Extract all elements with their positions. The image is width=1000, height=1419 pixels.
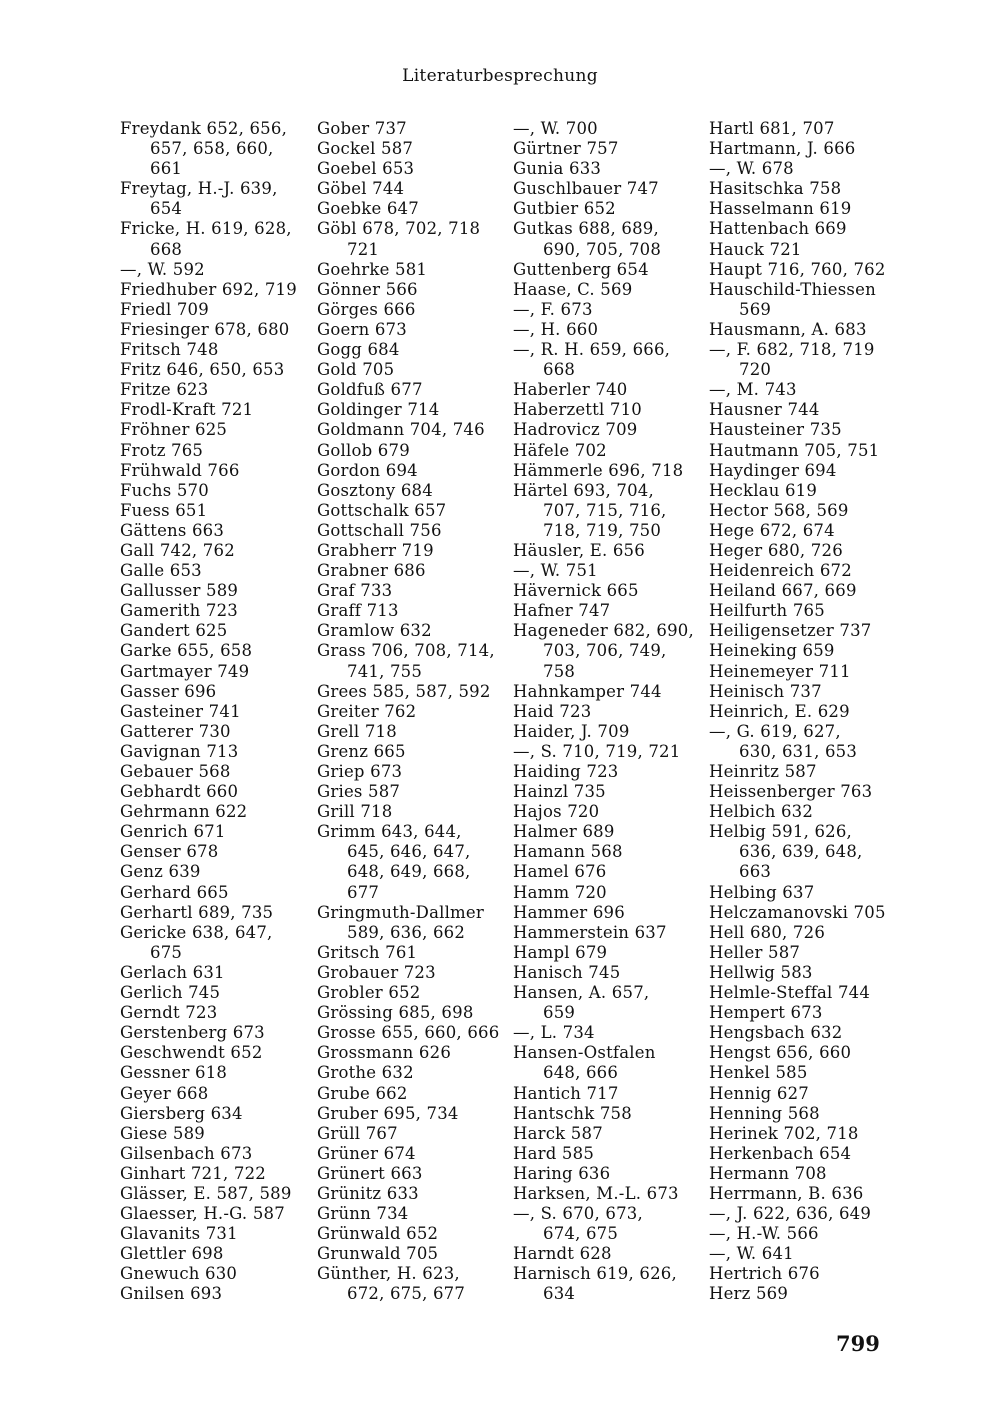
index-entry: Gall 742, 762 [120, 540, 235, 560]
index-entry: Grobler 652 [317, 983, 421, 1003]
index-entry: Glässer, E. 587, 589 [120, 1183, 292, 1203]
index-entry: Gutkas 688, 689, [513, 219, 659, 239]
index-entry: Harck 587 [513, 1123, 603, 1143]
index-entry-continuation: 741, 755 [347, 661, 423, 681]
index-entry: Gamerith 723 [120, 601, 238, 621]
index-entry: Göbl 678, 702, 718 [317, 219, 481, 239]
index-entry: Fritze 623 [120, 380, 209, 400]
index-entry: Gatterer 730 [120, 721, 231, 741]
index-entry: Grünwald 652 [317, 1224, 439, 1244]
index-entry: Hertrich 676 [709, 1264, 820, 1284]
index-entry: Glettler 698 [120, 1244, 224, 1264]
index-entry: Friedhuber 692, 719 [120, 279, 297, 299]
index-entry: Helbig 591, 626, [709, 822, 852, 842]
index-entry: Goern 673 [317, 319, 407, 339]
index-entry: Heineking 659 [709, 641, 835, 661]
index-entry: Grossmann 626 [317, 1043, 452, 1063]
index-entry: Giersberg 634 [120, 1103, 243, 1123]
index-entry: Hafner 747 [513, 601, 611, 621]
index-entry: Henkel 585 [709, 1063, 808, 1083]
index-entry-continuation: 589, 636, 662 [347, 922, 466, 942]
index-entry: Grüll 767 [317, 1123, 398, 1143]
index-entry: Härtel 693, 704, [513, 480, 654, 500]
index-entry: Hermann 708 [709, 1163, 827, 1183]
index-entry: Heinemeyer 711 [709, 661, 851, 681]
index-entry-continuation: 674, 675 [543, 1224, 619, 1244]
index-entry: Helbich 632 [709, 802, 814, 822]
index-entry: Heinritz 587 [709, 762, 817, 781]
index-entry: Gringmuth-Dallmer [317, 902, 484, 922]
index-entry-continuation: 758 [543, 661, 576, 681]
index-entry: Hahnkamper 744 [513, 681, 662, 701]
index-entry: Ginhart 721, 722 [120, 1163, 266, 1183]
index-entry: Grobauer 723 [317, 962, 436, 982]
index-entry: Gottschall 756 [317, 520, 442, 540]
index-entry: —, W. 700 [513, 119, 598, 138]
index-entry: Hantich 717 [513, 1083, 619, 1103]
index-entry: Heinrich, E. 629 [709, 701, 850, 721]
index-entry: Garke 655, 658 [120, 641, 253, 661]
index-entry: Guschlbauer 747 [513, 179, 659, 199]
index-entry: Genser 678 [120, 842, 219, 862]
index-entry: Hadrovicz 709 [513, 420, 638, 440]
index-entry: Hector 568, 569 [709, 500, 849, 520]
index-entry: Haid 723 [513, 701, 592, 721]
index-entry: Halmer 689 [513, 822, 615, 842]
index-entry-continuation: 668 [543, 360, 576, 380]
index-entry: Hempert 673 [709, 1003, 823, 1023]
index-entry: Freydank 652, 656, [120, 119, 288, 138]
index-entry: Grabner 686 [317, 561, 426, 581]
index-entry: Goldfuß 677 [317, 380, 423, 400]
index-entry: Herrmann, B. 636 [709, 1183, 864, 1203]
index-entry: Gandert 625 [120, 621, 228, 641]
index-entry: Hecklau 619 [709, 480, 818, 500]
index-entry: Gordon 694 [317, 460, 418, 480]
index-entry: Gunia 633 [513, 159, 602, 179]
index-entry: Greiter 762 [317, 701, 417, 721]
index-entry-continuation: 707, 715, 716, [543, 500, 667, 520]
index-entry-continuation: 690, 705, 708 [543, 239, 662, 259]
index-entry: Goldinger 714 [317, 400, 440, 420]
index-entry: Gries 587 [317, 782, 401, 802]
index-entry: Gerhartl 689, 735 [120, 902, 274, 922]
index-entry: Heinisch 737 [709, 681, 822, 701]
index-entry: Hävernick 665 [513, 581, 639, 601]
index-entry: Gartmayer 749 [120, 661, 250, 681]
index-entry: Hamm 720 [513, 882, 607, 902]
index-entry: Hautmann 705, 751 [709, 440, 880, 460]
index-entry: —, G. 619, 627, [709, 721, 841, 741]
index-entry: Hellwig 583 [709, 962, 813, 982]
index-entry-continuation: 654 [150, 199, 183, 219]
index-entry: Graff 713 [317, 601, 399, 621]
index-entry: Gavignan 713 [120, 741, 239, 761]
index-entry: Hamann 568 [513, 842, 623, 862]
index-entry: Genz 639 [120, 862, 201, 882]
index-entry: Gasteiner 741 [120, 701, 241, 721]
index-entry: Hantschk 758 [513, 1103, 632, 1123]
index-entry: Gosztony 684 [317, 480, 433, 500]
index-entry: —, F. 673 [513, 299, 593, 319]
index-entry: Gogg 684 [317, 340, 400, 360]
index-entry: Henning 568 [709, 1103, 820, 1123]
index-entry-continuation: 677 [347, 882, 380, 902]
index-entry: Friedl 709 [120, 299, 209, 319]
index-entry-continuation: 675 [150, 942, 183, 962]
index-entry: Gehrmann 622 [120, 802, 248, 822]
index-entry: Heissenberger 763 [709, 782, 873, 802]
index-entry: Hansen, A. 657, [513, 983, 650, 1003]
index-entry-continuation: 721 [347, 239, 380, 259]
index-entry-continuation: 718, 719, 750 [543, 520, 662, 540]
index-entry: Grimm 643, 644, [317, 822, 462, 842]
index-entry: Giese 589 [120, 1123, 205, 1143]
index-entry: —, W. 751 [513, 561, 598, 581]
index-entry: Harksen, M.-L. 673 [513, 1183, 679, 1203]
index-entry: Gottschalk 657 [317, 500, 447, 520]
index-entry: Gerhard 665 [120, 882, 229, 902]
index-entry: Hattenbach 669 [709, 219, 847, 239]
index-entry: Gallusser 589 [120, 581, 239, 601]
index-entry: Grill 718 [317, 802, 393, 822]
index-entry: —, S. 710, 719, 721 [513, 741, 681, 761]
index-entry: Gruber 695, 734 [317, 1103, 459, 1123]
index-entry: Grass 706, 708, 714, [317, 641, 495, 661]
index-entry: Grüner 674 [317, 1143, 416, 1163]
index-entry: Harndt 628 [513, 1244, 612, 1264]
index-entry: Heilfurth 765 [709, 601, 825, 621]
index-entry: Grube 662 [317, 1083, 408, 1103]
index-entry: Haydinger 694 [709, 460, 837, 480]
index-entry: Galle 653 [120, 561, 202, 581]
index-entry: Heger 680, 726 [709, 540, 843, 560]
index-entry: Gober 737 [317, 119, 407, 138]
index-entry: Gutbier 652 [513, 199, 616, 219]
index-entry: Gilsenbach 673 [120, 1143, 253, 1163]
index-entry: Grunwald 705 [317, 1244, 439, 1264]
index-entry: Fritz 646, 650, 653 [120, 360, 285, 380]
index-entry: Fuess 651 [120, 500, 208, 520]
index-entry: Hauck 721 [709, 239, 802, 259]
index-entry: Grünert 663 [317, 1163, 423, 1183]
index-entry: Frotz 765 [120, 440, 204, 460]
index-column-2 [317, 119, 507, 1305]
index-entry-continuation: 630, 631, 653 [739, 741, 858, 761]
index-entry: Gönner 566 [317, 279, 418, 299]
running-header: Literaturbesprechung [402, 66, 598, 86]
index-entry: Glaesser, H.-G. 587 [120, 1204, 285, 1224]
index-entry: Hengst 656, 660 [709, 1043, 852, 1063]
index-entry: —, W. 592 [120, 259, 205, 279]
index-entry-continuation: 569 [739, 299, 772, 319]
index-entry: Harnisch 619, 626, [513, 1264, 677, 1284]
index-entry: —, R. H. 659, 666, [513, 340, 671, 360]
index-entry-continuation: 659 [543, 1003, 576, 1023]
index-entry: Hell 680, 726 [709, 922, 826, 942]
index-entry: Hausmann, A. 683 [709, 319, 867, 339]
index-entry: Hennig 627 [709, 1083, 809, 1103]
index-entry: Gasser 696 [120, 681, 217, 701]
index-entry: Gockel 587 [317, 139, 414, 159]
index-entry: Grössing 685, 698 [317, 1003, 474, 1023]
index-entry: Haupt 716, 760, 762 [709, 259, 886, 279]
index-entry: —, H. 660 [513, 319, 599, 339]
index-entry-continuation: 645, 646, 647, [347, 842, 471, 862]
index-entry: Grünitz 633 [317, 1183, 419, 1203]
index-entry: Heidenreich 672 [709, 561, 852, 581]
index-entry: Gebauer 568 [120, 762, 231, 781]
index-entry-continuation: 648, 666 [543, 1063, 619, 1083]
index-entry: Haring 636 [513, 1163, 611, 1183]
index-entry: Hageneder 682, 690, [513, 621, 694, 641]
index-entry: —, F. 682, 718, 719 [709, 340, 875, 360]
index-entry-continuation: 661 [150, 159, 183, 179]
index-column-3 [513, 119, 703, 1305]
index-entry: Hajos 720 [513, 802, 600, 822]
index-entry: Gramlow 632 [317, 621, 432, 641]
index-entry-continuation: 720 [739, 360, 772, 380]
index-entry: Griep 673 [317, 762, 403, 781]
index-entry: Günther, H. 623, [317, 1264, 460, 1284]
index-entry-continuation: 672, 675, 677 [347, 1284, 466, 1304]
index-entry: Haberler 740 [513, 380, 628, 400]
index-entry: Gnewuch 630 [120, 1264, 238, 1284]
index-entry-continuation: 648, 649, 668, [347, 862, 471, 882]
index-entry: —, J. 622, 636, 649 [709, 1204, 872, 1224]
index-entry: Fritsch 748 [120, 340, 219, 360]
index-entry: Göbel 744 [317, 179, 405, 199]
index-entry: Hege 672, 674 [709, 520, 835, 540]
index-entry: Haiding 723 [513, 762, 619, 781]
index-entry: Guttenberg 654 [513, 259, 649, 279]
index-entry: Fröhner 625 [120, 420, 228, 440]
index-entry-continuation: 703, 706, 749, [543, 641, 667, 661]
index-entry: Gürtner 757 [513, 139, 619, 159]
index-entry: Hausner 744 [709, 400, 820, 420]
index-entry-continuation: 663 [739, 862, 772, 882]
index-entry: Grell 718 [317, 721, 397, 741]
index-entry: Hamel 676 [513, 862, 607, 882]
index-entry: Fricke, H. 619, 628, [120, 219, 292, 239]
page-number: 799 [836, 1331, 880, 1356]
index-entry: Helmle-Steffal 744 [709, 983, 871, 1003]
index-entry: Glavanits 731 [120, 1224, 238, 1244]
index-entry: Geyer 668 [120, 1083, 209, 1103]
index-entry: Herkenbach 654 [709, 1143, 852, 1163]
index-entry: Goehrke 581 [317, 259, 428, 279]
index-entry: Gnilsen 693 [120, 1284, 223, 1304]
index-entry: Heller 587 [709, 942, 801, 962]
index-entry: Grees 585, 587, 592 [317, 681, 491, 701]
index-entry: Gerlich 745 [120, 983, 221, 1003]
index-entry: Friesinger 678, 680 [120, 319, 290, 339]
index-entry-continuation: 634 [543, 1284, 576, 1304]
index-entry: Goldmann 704, 746 [317, 420, 485, 440]
index-entry: —, W. 678 [709, 159, 794, 179]
index-entry: Hasitschka 758 [709, 179, 842, 199]
index-entry: Hengsbach 632 [709, 1023, 843, 1043]
index-entry: Hanisch 745 [513, 962, 621, 982]
index-entry: Frodl-Kraft 721 [120, 400, 254, 420]
index-entry: Graf 733 [317, 581, 393, 601]
index-entry: Geschwendt 652 [120, 1043, 263, 1063]
index-entry: Grenz 665 [317, 741, 406, 761]
index-column-1 [120, 119, 310, 1305]
index-column-4 [709, 119, 899, 1305]
index-entry: Gollob 679 [317, 440, 410, 460]
index-entry: Hard 585 [513, 1143, 595, 1163]
index-entry: Gessner 618 [120, 1063, 228, 1083]
index-entry: —, S. 670, 673, [513, 1204, 643, 1224]
index-entry: Freytag, H.-J. 639, [120, 179, 278, 199]
index-entry: Frühwald 766 [120, 460, 240, 480]
index-entry: Fuchs 570 [120, 480, 209, 500]
index-entry: Heiligensetzer 737 [709, 621, 872, 641]
index-entry: Hammerstein 637 [513, 922, 667, 942]
index-entry: Haider, J. 709 [513, 721, 630, 741]
index-entry: Hansen-Ostfalen [513, 1043, 656, 1063]
index-entry: Häfele 702 [513, 440, 607, 460]
index-entry: Gericke 638, 647, [120, 922, 273, 942]
index-entry: Hainzl 735 [513, 782, 606, 802]
index-entry: —, H.-W. 566 [709, 1224, 819, 1244]
index-entry-continuation: 668 [150, 239, 183, 259]
index-entry: Herz 569 [709, 1284, 789, 1304]
index-entry: Gättens 663 [120, 520, 225, 540]
index-entry-continuation: 636, 639, 648, [739, 842, 863, 862]
index-entry: Heiland 667, 669 [709, 581, 857, 601]
index-entry: Hammer 696 [513, 902, 625, 922]
index-entry: Haase, C. 569 [513, 279, 633, 299]
index-entry: Gebhardt 660 [120, 782, 239, 802]
index-entry: Hämmerle 696, 718 [513, 460, 684, 480]
index-entry: Helbing 637 [709, 882, 815, 902]
index-entry: Gerndt 723 [120, 1003, 218, 1023]
index-entry: Genrich 671 [120, 822, 226, 842]
index-entry: Görges 666 [317, 299, 416, 319]
index-entry: Hasselmann 619 [709, 199, 852, 219]
index-entry: Herinek 702, 718 [709, 1123, 859, 1143]
index-entry: Hampl 679 [513, 942, 608, 962]
index-entry: Häusler, E. 656 [513, 540, 645, 560]
index-entry: —, W. 641 [709, 1244, 794, 1264]
index-entry: Gerlach 631 [120, 962, 225, 982]
index-entry: —, L. 734 [513, 1023, 595, 1043]
index-entry: Hauschild-Thiessen [709, 279, 876, 299]
index-entry: —, M. 743 [709, 380, 797, 400]
index-entry: Gerstenberg 673 [120, 1023, 265, 1043]
index-entry: Helczamanovski 705 [709, 902, 886, 922]
index-entry: Goebel 653 [317, 159, 415, 179]
index-entry: Haberzettl 710 [513, 400, 642, 420]
index-entry: Grosse 655, 660, 666 [317, 1023, 500, 1043]
index-entry: Grünn 734 [317, 1204, 409, 1224]
index-entry: Hausteiner 735 [709, 420, 842, 440]
index-entry: Gold 705 [317, 360, 395, 380]
index-entry: Grothe 632 [317, 1063, 414, 1083]
index-entry-continuation: 657, 658, 660, [150, 139, 274, 159]
index-entry: Hartl 681, 707 [709, 119, 835, 138]
index-entry: Goebke 647 [317, 199, 419, 219]
index-entry: Hartmann, J. 666 [709, 139, 856, 159]
index-entry: Gritsch 761 [317, 942, 418, 962]
index-entry: Grabherr 719 [317, 540, 434, 560]
